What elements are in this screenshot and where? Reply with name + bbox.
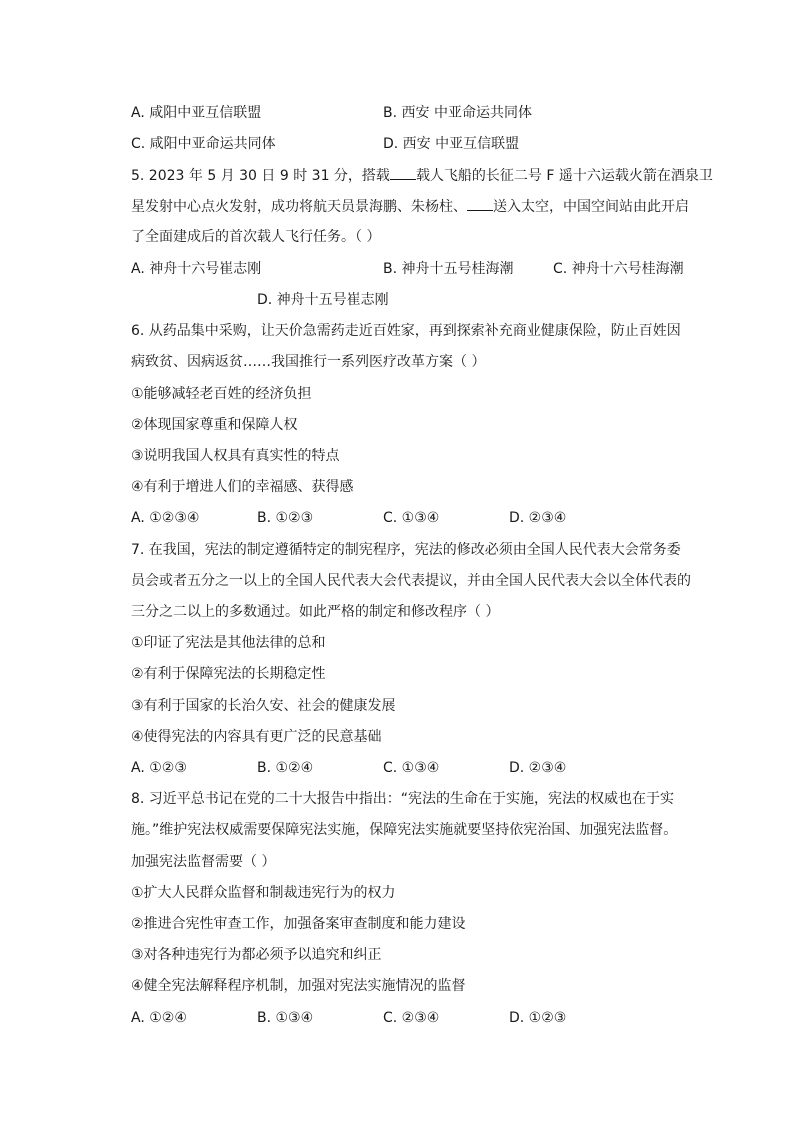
q8-stem-line-1: 8. 习近平总书记在党的二十大报告中指出：“宪法的生命在于实施，宪法的权威也在于实 [131, 791, 675, 807]
q5-stem-line-1 [131, 165, 713, 185]
q8-item-3: ③对各种违宪行为都必须予以追究和纠正 [131, 947, 382, 963]
q5-stem-text: 5. 2023 年 5 月 30 日 9 时 31 分，搭载 [131, 168, 390, 184]
q7-item-4: ④使得宪法的内容具有更广泛的民意基础 [131, 729, 382, 745]
q5-option-d[interactable]: D. 神舟十五号崔志刚 [257, 292, 389, 308]
q7-stem-line-3: 三分之二以上的多数通过。如此严格的制定和修改程序（ ） [131, 604, 500, 620]
q7-option-d[interactable]: D. ②③④ [509, 760, 567, 776]
q5-blank-2 [467, 196, 493, 211]
q7-option-a[interactable]: A. ①②③ [131, 760, 187, 776]
q4-option-d[interactable]: D. 西安 中亚互信联盟 [383, 136, 520, 152]
q5-stem-text: 送入太空，中国空间站由此开启 [493, 199, 689, 215]
q5-stem-line-3: 了全面建成后的首次载人飞行任务。（ ） [131, 229, 381, 245]
q6-option-a[interactable]: A. ①②③④ [131, 510, 200, 526]
q5-option-b[interactable]: B. 神舟十五号桂海潮 [383, 261, 514, 277]
q8-stem-line-2: 施。”维护宪法权威需要保障宪法实施，保障宪法实施就要坚持依宪治国、加强宪法监督。 [131, 822, 678, 838]
q6-item-4: ④有利于增进人们的幸福感、获得感 [131, 479, 354, 495]
q8-option-c[interactable]: C. ②③④ [383, 1010, 440, 1026]
q7-stem-line-1: 7. 在我国，宪法的制定遵循特定的制宪程序，宪法的修改必须由全国人民代表大会常务委 [131, 542, 681, 558]
q5-stem-text: 载人飞船的长征二号 F 遥十六运载火箭在酒泉卫 [415, 168, 713, 184]
q4-option-a[interactable]: A. 咸阳中亚互信联盟 [131, 105, 262, 121]
q8-option-d[interactable]: D. ①②③ [509, 1010, 567, 1026]
q6-option-c[interactable]: C. ①③④ [383, 510, 440, 526]
q6-option-d[interactable]: D. ②③④ [509, 510, 567, 526]
q8-option-b[interactable]: B. ①③④ [257, 1010, 314, 1026]
q6-stem-line-2: 病致贫、因病返贫……我国推行一系列医疗改革方案（ ） [131, 354, 486, 370]
q8-item-1: ①扩大人民群众监督和制裁违宪行为的权力 [131, 885, 396, 901]
q4-option-c[interactable]: C. 咸阳中亚命运共同体 [131, 136, 276, 152]
q6-stem-line-1: 6. 从药品集中采购，让天价急需药走近百姓家，再到探索补充商业健康保险，防止百姓因 [131, 323, 681, 339]
q7-item-2: ②有利于保障宪法的长期稳定性 [131, 666, 326, 682]
q6-item-3: ③说明我国人权具有真实性的特点 [131, 448, 340, 464]
q4-option-b[interactable]: B. 西安 中亚命运共同体 [383, 105, 532, 121]
q5-option-a[interactable]: A. 神舟十六号崔志刚 [131, 261, 262, 277]
q8-item-2: ②推进合宪性审查工作，加强备案审查制度和能力建设 [131, 916, 466, 932]
q5-option-c[interactable]: C. 神舟十六号桂海潮 [553, 261, 684, 277]
q5-blank-1 [390, 165, 416, 180]
q7-option-c[interactable]: C. ①③④ [383, 760, 440, 776]
q7-item-1: ①印证了宪法是其他法律的总和 [131, 635, 326, 651]
q6-option-b[interactable]: B. ①②③ [257, 510, 314, 526]
q7-option-b[interactable]: B. ①②④ [257, 760, 314, 776]
q7-stem-line-2: 员会或者五分之一以上的全国人民代表大会代表提议，并由全国人民代表大会以全体代表的 [131, 573, 691, 589]
q5-stem-line-2 [131, 196, 689, 216]
q7-item-3: ③有利于国家的长治久安、社会的健康发展 [131, 698, 396, 714]
q8-stem-line-3: 加强宪法监督需要（ ） [131, 854, 276, 870]
q8-option-a[interactable]: A. ①②④ [131, 1010, 187, 1026]
q6-item-1: ①能够减轻老百姓的经济负担 [131, 386, 312, 402]
q6-item-2: ②体现国家尊重和保障人权 [131, 417, 298, 433]
q5-stem-text: 星发射中心点火发射，成功将航天员景海鹏、朱杨柱、 [131, 199, 467, 215]
q8-item-4: ④健全宪法解释程序机制，加强对宪法实施情况的监督 [131, 978, 466, 994]
